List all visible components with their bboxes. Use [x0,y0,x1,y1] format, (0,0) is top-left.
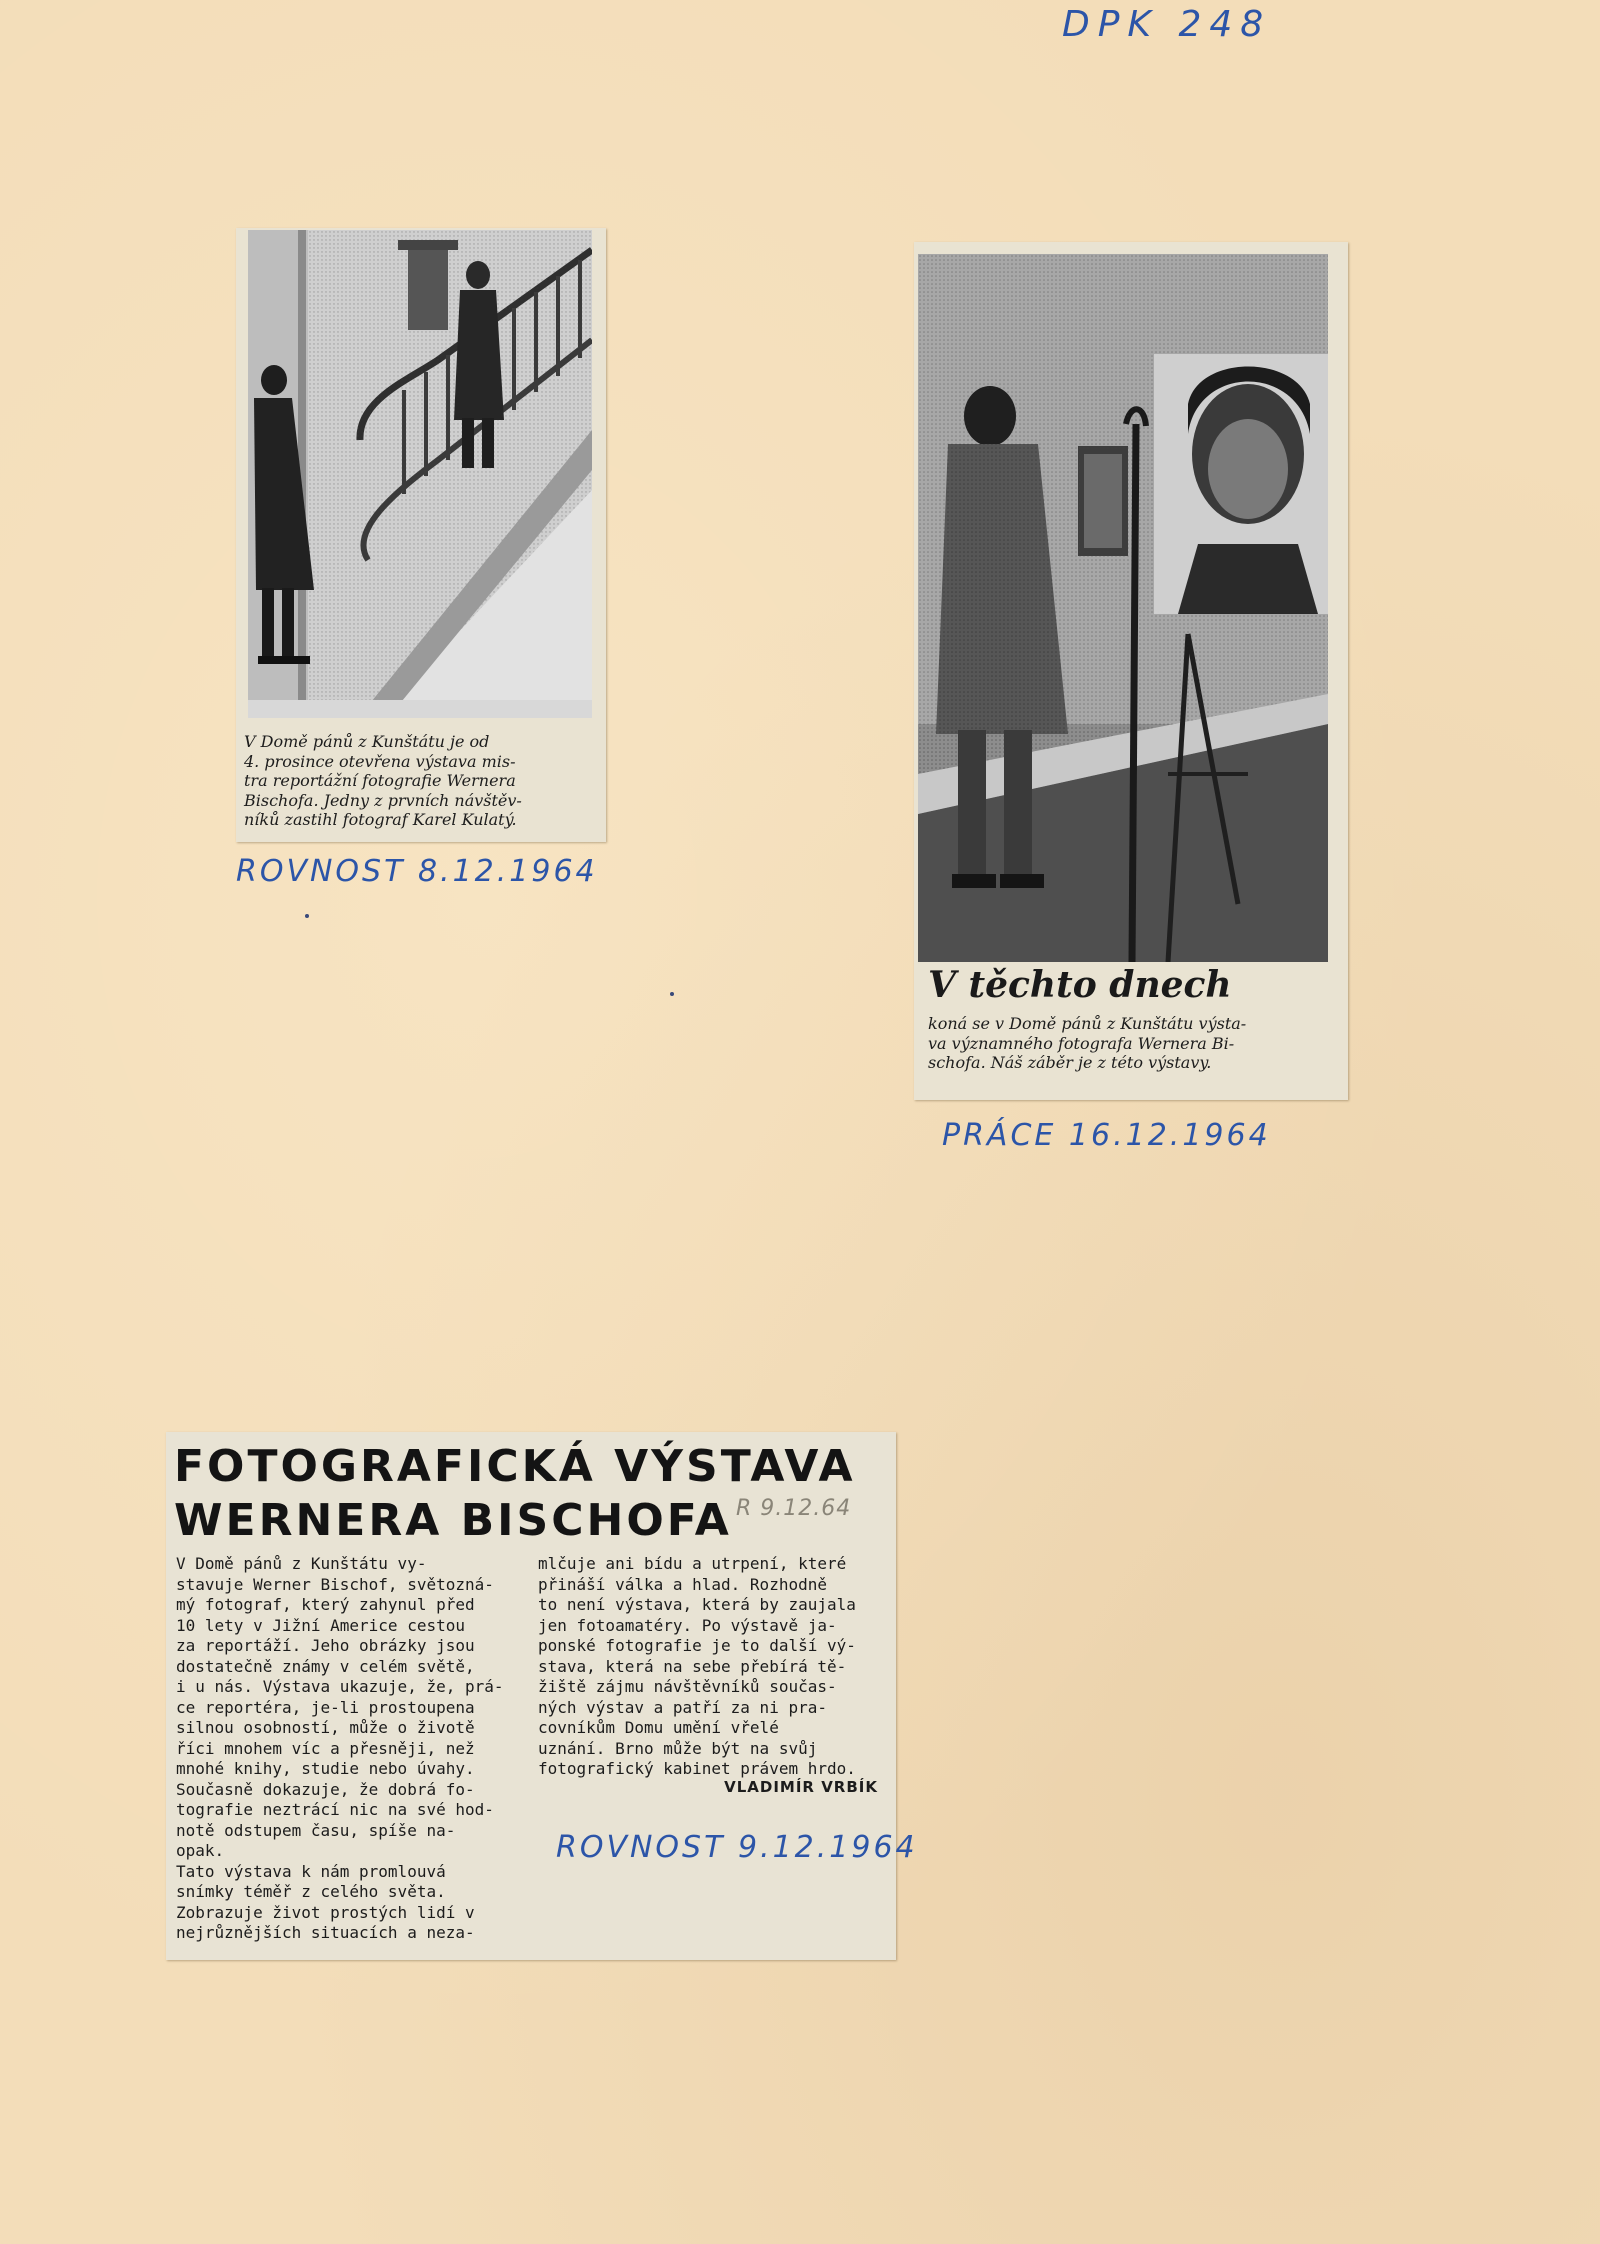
article-line: mlčuje ani bídu a utrpení, které [538,1554,847,1573]
article-line: ných výstav a patří za ni pra- [538,1697,827,1717]
article-line: stavuje Werner Bischof, světozná- [176,1574,494,1594]
article-line: stava, která na sebe přebírá tě- [538,1656,847,1676]
article-line: mý fotograf, který zahynul před [176,1595,475,1614]
pencil-note: R 9.12.64 [736,1496,852,1521]
article-line: ce reportéra, je-li prostoupena [176,1697,475,1717]
source-note-prace: PRÁCE 16.12.1964 [942,1118,1271,1153]
article-line: mnohé knihy, studie nebo úvahy. [176,1759,475,1778]
caption-line: koná se v Domě pánů z Kunštátu výsta- [928,1014,1247,1033]
article-line: přináší válka a hlad. Rozhodně [538,1574,827,1594]
article-clipping [166,1432,896,1960]
article-author: VLADIMÍR VRBÍK [724,1778,878,1796]
article-line: nejrůznějších situacích a neza- [176,1923,475,1942]
article-column-right [538,1554,888,1780]
article-line: žiště zájmu návštěvníků součas- [538,1677,837,1696]
ink-dot [305,914,309,918]
article-line: opak. [176,1841,225,1860]
caption-line: Bischofa. Jedny z prvních návštěv- [244,790,522,810]
article-line: Zobrazuje život prostých lidí v [176,1902,475,1922]
source-note-rovnost-1: ROVNOST 8.12.1964 [236,854,598,889]
article-line: notě odstupem času, spíše na- [176,1820,456,1840]
article-line: silnou osobností, může o životě [176,1718,475,1737]
headline-line: FOTOGRAFICKÁ VÝSTAVA [174,1441,856,1492]
article-line: 10 lety v Jižní Americe cestou [176,1615,465,1635]
article-line: i u nás. Výstava ukazuje, že, prá- [176,1677,504,1696]
article-headline [174,1440,856,1548]
staircase-photo-icon [248,230,592,718]
clipping-staircase [236,228,606,842]
headline-line: WERNERA BISCHOFA [174,1495,732,1546]
article-line: to není výstava, která by zaujala [538,1595,856,1614]
article-line: říci mnohem víc a přesněji, než [176,1738,475,1758]
caption-line: va významného fotografa Wernera Bi- [928,1033,1235,1053]
article-line: fotografický kabinet právem hrdo. [538,1759,856,1778]
article-line: Tato výstava k nám promlouvá [176,1861,446,1881]
article-line: covníkům Domu umění vřelé [538,1718,779,1737]
article-line: uznání. Brno může být na svůj [538,1738,818,1758]
article-line: dostatečně známy v celém světě, [176,1656,475,1676]
archive-mark: DPK 248 [1062,4,1272,45]
article-line: ponské fotografie je to další vý- [538,1636,856,1655]
exhibition-visitor-photo-icon [918,254,1328,962]
caption-line: 4. prosince otevřena výstava mis- [244,751,516,771]
article-line: V Domě pánů z Kunštátu vy- [176,1554,427,1573]
caption-line: níků zastihl fotograf Karel Kulatý. [244,810,517,830]
ink-dot [670,992,674,996]
article-line: za reportáží. Jeho obrázky jsou [176,1636,475,1655]
caption-staircase [244,732,522,830]
article-line: snímky téměř z celého světa. [176,1882,446,1901]
caption-line: schofa. Náš záběr je z této výstavy. [928,1053,1212,1073]
article-column-left [176,1554,536,1944]
caption-line: V Domě pánů z Kunštátu je od [244,732,490,751]
article-line: jen fotoamatéry. Po výstavě ja- [538,1615,837,1635]
source-note-rovnost-2: ROVNOST 9.12.1964 [556,1830,918,1865]
caption-line: tra reportážní fotografie Wernera [244,771,516,791]
article-line: tografie neztrácí nic na své hod- [176,1800,494,1819]
article-line: Současně dokazuje, že dobrá fo- [176,1779,475,1799]
caption-heading-v-techto-dnech: V těchto dnech [928,964,1232,1006]
clipping-exhibition [914,242,1348,1100]
caption-exhibition [928,1014,1246,1073]
